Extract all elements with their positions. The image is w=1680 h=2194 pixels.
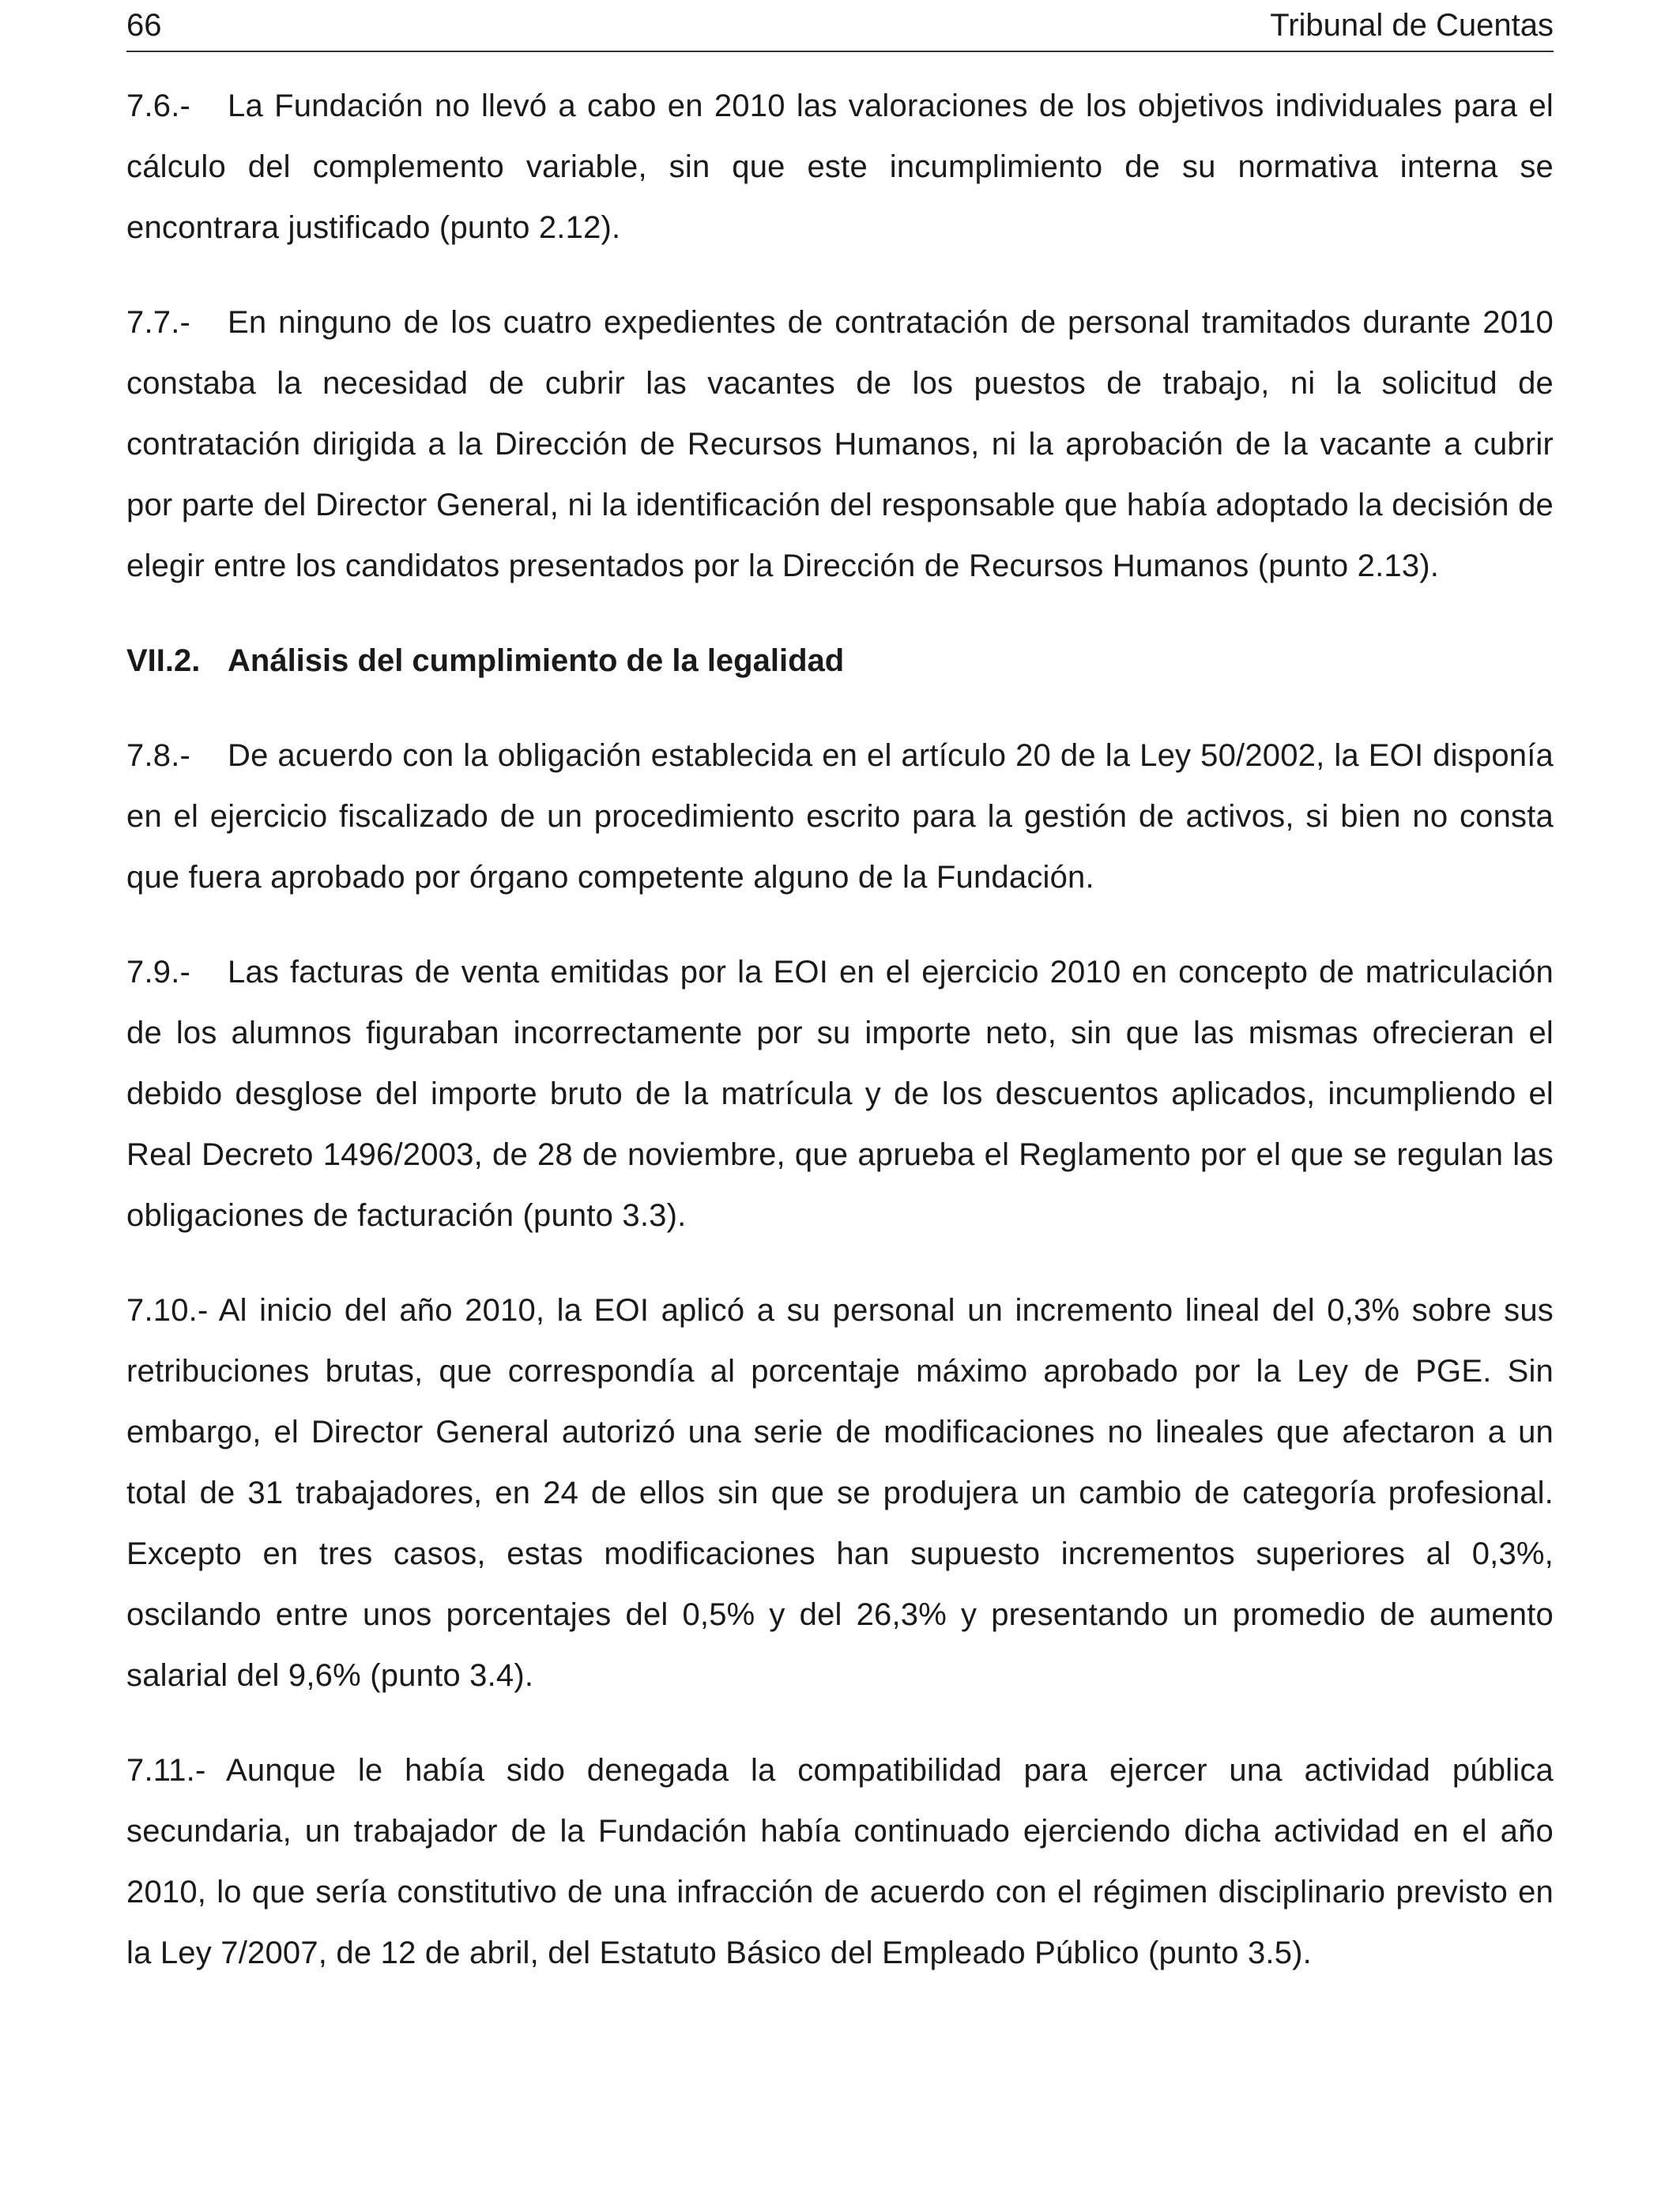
paragraph-text: En ninguno de los cuatro expedientes de contratación de personal tramitados durante 2010 constaba la necesidad de cubrir las vacantes de los puestos de trabajo, ni la solicitud de contratación dirigida a la Dirección de Recursos Humanos, ni la aprobación de la vacante a cubrir por parte del Director General, ni la identificación del responsable que había adoptado la decisión de elegir entre los candidatos presentados por la Dirección de Recursos Humanos (punto 2.13). (126, 305, 1554, 583)
paragraph-7-8 (126, 726, 1554, 908)
paragraph-number: 7.6.- (126, 89, 191, 123)
paragraph-7-6 (126, 76, 1554, 258)
paragraph-text: De acuerdo con la obligación establecida en el artículo 20 de la Ley 50/2002, la EOI disponía en el ejercicio fiscalizado de un procedimiento escrito para la gestión de activos, si bien no consta que fuera aprobado por órgano competente alguno de la Fundación. (126, 738, 1554, 895)
paragraph-text: Las facturas de venta emitidas por la EOI en el ejercicio 2010 en concepto de matriculación de los alumnos figuraban incorrectamente por su importe neto, sin que las mismas ofrecieran el debido desglose del importe bruto de la matrícula y de los descuentos aplicados, incumpliendo el Real Decreto 1496/2003, de 28 de noviembre, que aprueba el Reglamento por el que se regulan las obligaciones de facturación (punto 3.3). (126, 955, 1554, 1233)
document-body (126, 76, 1554, 1984)
paragraph-number: 7.8.- (126, 738, 191, 773)
section-title: Análisis del cumplimiento de la legalidad (228, 643, 845, 678)
paragraph-7-9 (126, 942, 1554, 1246)
document-page (126, 0, 1554, 2018)
running-title: Tribunal de Cuentas (1270, 8, 1554, 43)
paragraph-number: 7.10.- (126, 1293, 209, 1328)
paragraph-7-7 (126, 292, 1554, 597)
paragraph-number: 7.9.- (126, 955, 191, 990)
paragraph-number: 7.11.- (126, 1753, 206, 1788)
page-number: 66 (126, 8, 162, 43)
section-number: VII.2. (126, 643, 201, 678)
paragraph-7-10 (126, 1280, 1554, 1706)
page-header (126, 0, 1554, 52)
paragraph-text: Aunque le había sido denegada la compatibilidad para ejercer una actividad pública secundaria, un trabajador de la Fundación había continuado ejerciendo dicha actividad en el año 2010, lo que sería constitutivo de una infracción de acuerdo con el régimen disciplinario previsto en la Ley 7/2007, de 12 de abril, del Estatuto Básico del Empleado Público (punto 3.5). (126, 1753, 1554, 1970)
paragraph-7-11 (126, 1740, 1554, 1984)
paragraph-text: Al inicio del año 2010, la EOI aplicó a su personal un incremento lineal del 0,3% sobre sus retribuciones brutas, que correspondía al porcentaje máximo aprobado por la Ley de PGE. Sin embargo, el Director General autorizó una serie de modificaciones no lineales que afectaron a un total de 31 trabajadores, en 24 de ellos sin que se produjera un cambio de categoría profesional. Excepto en tres casos, estas modificaciones han supuesto incrementos superiores al 0,3%, oscilando entre unos porcentajes del 0,5% y del 26,3% y presentando un promedio de aumento salarial del 9,6% (punto 3.4). (126, 1293, 1554, 1693)
paragraph-number: 7.7.- (126, 305, 191, 340)
section-heading (126, 631, 1554, 692)
paragraph-text: La Fundación no llevó a cabo en 2010 las valoraciones de los objetivos individuales para el cálculo del complemento variable, sin que este incumplimiento de su normativa interna se encontrara justificado (punto 2.12). (126, 89, 1554, 245)
